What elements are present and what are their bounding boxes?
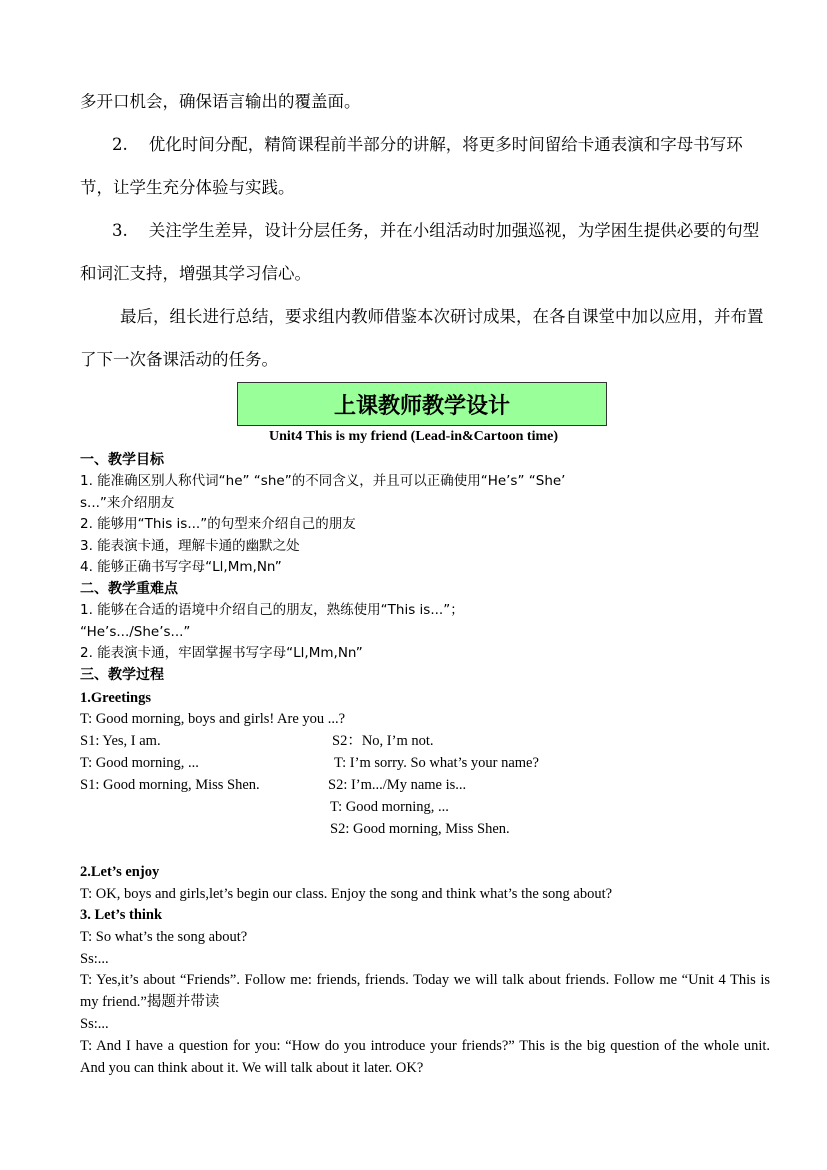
objectives-heading: 一、教学目标 [80,452,164,468]
dialogue-line: S2：No, I’m not. [332,733,434,749]
dialogue-line: T: OK, boys and girls,let’s begin our class. Enjoy the song and think what’s the song about? [80,886,613,902]
dialogue-line: T: I’m sorry. So what’s your name? [334,755,539,771]
intro-paragraph-1: 2. 优化时间分配，精简课程前半部分的讲解，将更多时间留给卡通表演和字母书写环节，让学生充分体验与实践。 [80,135,743,197]
dialogue-line: T: Good morning, boys and girls! Are you ...? [80,711,346,727]
objective-item: 2. 能够用“This is...”的句型来介绍自己的朋友 [80,516,356,532]
objective-item: 4. 能够正确书写字母“Ll,Mm,Nn” [80,559,282,575]
design-title-box [237,382,607,426]
dialogue-line: T: And I have a question for you: “How do you introduce your friends?” This is the big question of the whole unit. And you can think about it. We will talk about it later. OK? [80,1038,770,1076]
dialogue-line: S2: I’m.../My name is... [328,777,467,793]
objective-item: 1. 能准确区别人称代词“he” “she”的不同含义，并且可以正确使用“He’s” “She’ [80,473,566,489]
objective-item: 3. 能表演卡通，理解卡通的幽默之处 [80,538,300,554]
dialogue-line: T: So what’s the song about? [80,929,248,945]
keypoints-heading: 二、教学重难点 [80,581,178,597]
dialogue-line: T: Yes,it’s about “Friends”. Follow me: friends, friends. Today we will talk about friends. Follow me “Unit 4 This is my friend.”揭题并带读 [80,972,770,1010]
intro-paragraph-2: 3. 关注学生差异，设计分层任务，并在小组活动时加强巡视，为学困生提供必要的句型和词汇支持，增强其学习信心。 [80,221,760,283]
design-title: 上课教师教学设计 [333,393,510,419]
dialogue-line: Ss:... [80,1016,109,1032]
greetings-heading: 1.Greetings [80,690,152,706]
dialogue-line: Ss:... [80,951,109,967]
keypoint-item: “He’s.../She’s...” [80,624,191,640]
intro-paragraph-0: 多开口机会，确保语言输出的覆盖面。 [80,92,361,111]
enjoy-heading: 2.Let’s enjoy [80,864,160,880]
dialogue-line: S1: Good morning, Miss Shen. [80,777,260,793]
dialogue-line: S2: Good morning, Miss Shen. [330,821,510,837]
objective-item: s...”来介绍朋友 [80,495,175,511]
dialogue-line: T: Good morning, ... [80,755,199,771]
dialogue-line: T: Good morning, ... [330,799,449,815]
dialogue-line: S1: Yes, I am. [80,733,161,749]
process-heading: 三、教学过程 [80,667,164,683]
keypoint-item: 2. 能表演卡通，牢固掌握书写字母“Ll,Mm,Nn” [80,645,363,661]
think-heading: 3. Let’s think [80,907,163,923]
design-subtitle: Unit4 This is my friend (Lead-in&Cartoon time) [268,429,559,444]
intro-paragraph-3: 最后，组长进行总结，要求组内教师借鉴本次研讨成果，在各自课堂中加以应用，并布置了下一次备课活动的任务。 [80,307,764,369]
keypoint-item: 1. 能够在合适的语境中介绍自己的朋友，熟练使用“This is...”； [80,602,464,618]
